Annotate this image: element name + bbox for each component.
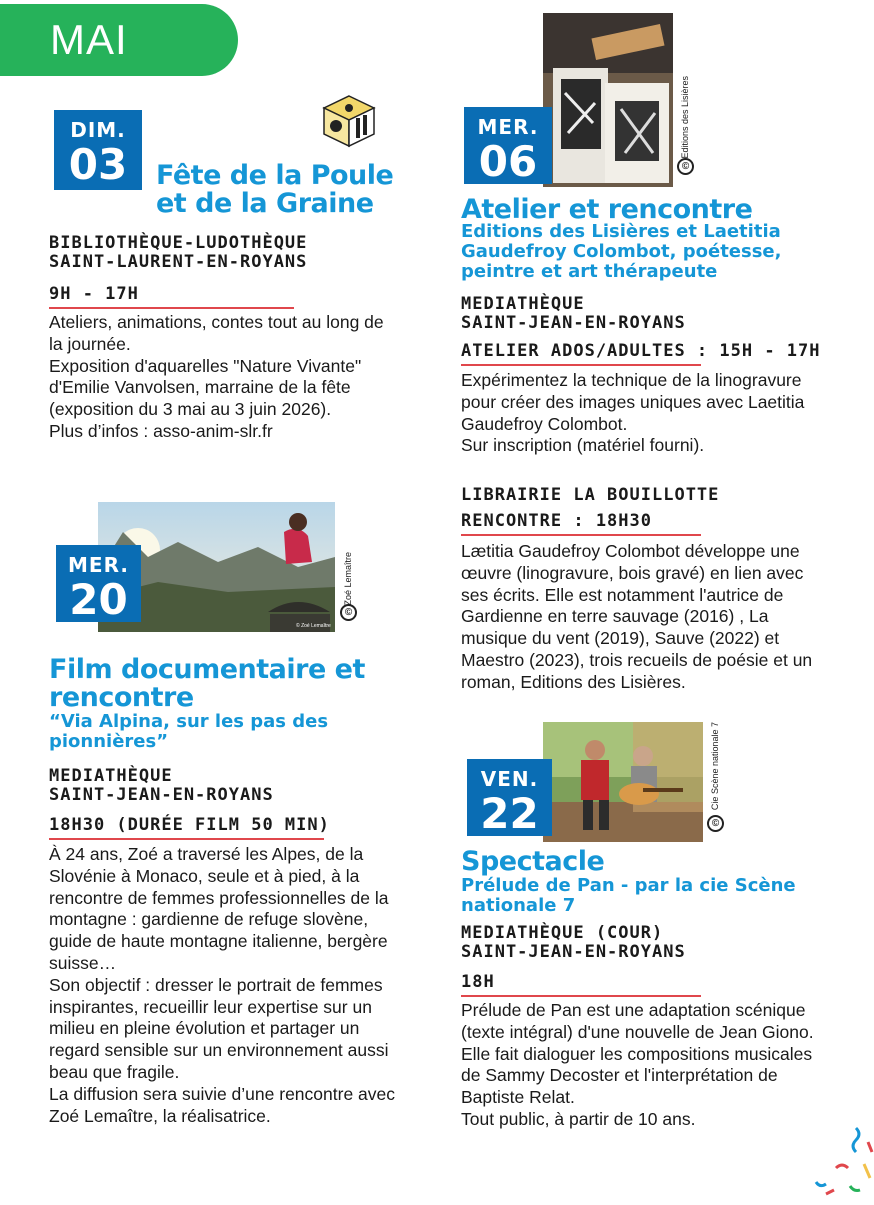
copyright-icon: © (707, 815, 724, 832)
day-of-week: DIM. (70, 118, 126, 142)
day-number: 22 (480, 789, 539, 838)
cube-logo-icon (318, 88, 380, 150)
event-time: ATELIER ADOS/ADULTES : 15H - 17H (461, 341, 701, 366)
day-of-week: MER. (477, 115, 539, 139)
event-venue: BIBLIOTHÈQUE-LUDOTHÈQUE SAINT-LAURENT-EN-ROYANS (49, 233, 308, 272)
association-logo (318, 88, 380, 150)
event-venue: MEDIATHÈQUE (COUR) SAINT-JEAN-EN-ROYANS (461, 923, 686, 962)
event-title: Fête de la Poule et de la Graine (156, 160, 394, 219)
date-badge-20 (56, 545, 141, 622)
photo-credit: Editions des Lisières (680, 76, 690, 159)
event-title: Film documentaire et rencontre (49, 654, 365, 713)
event-time: 9H - 17H (49, 284, 294, 309)
linocut-photo-image (543, 13, 673, 187)
event-subtitle: Editions des Lisières et Laetitia Gaudefroy Colombot, poétesse, peintre et art thérapeute (461, 221, 782, 282)
day-of-week: VEN. (480, 767, 539, 791)
event-subtitle: “Via Alpina, sur les pas des pionnières” (49, 711, 329, 752)
day-of-week: MER. (68, 553, 129, 577)
day-number: 06 (478, 137, 538, 186)
month-tab (0, 4, 238, 76)
event-venue-2: LIBRAIRIE LA BOUILLOTTE (461, 485, 720, 505)
event-description: Ateliers, animations, contes tout au long de la journée. Exposition d'aquarelles "Nature Vivante" d'Emilie Vanvolsen, marraine de la fête (exposition du 3 mai au 3 juin 2026). Plus d’infos : asso-anim-slr.fr (49, 312, 384, 441)
photo-credit: Cie Scène nationale 7 (710, 722, 720, 811)
copyright-icon: © (677, 158, 694, 175)
photo-credit: Zoé Lemaître (343, 552, 353, 606)
event-subtitle: Prélude de Pan - par la cie Scène nationale 7 (461, 875, 796, 916)
photo-inner-credit: © Zoé Lemaître (296, 623, 331, 629)
copyright-icon: © (340, 604, 357, 621)
event-description: À 24 ans, Zoé a traversé les Alpes, de la Slovénie à Monaco, seule et à pied, à la rencontre de femmes professionnelles de la montagne : gardienne de refuge slovène, guide de haute montagne italienne, bergère suisse… Son objectif : dresser le portrait de femmes inspirantes, recueillir leur expertise sur un milieu en pleine évolution et partager un regard sensible sur un environnement aussi beau que fragile. La diffusion sera suivie d’une rencontre avec Zoé Lemaître, la réalisatrice. (49, 844, 396, 1126)
event-venue: MEDIATHÈQUE SAINT-JEAN-EN-ROYANS (461, 294, 686, 333)
day-number: 20 (69, 575, 128, 624)
event-description: Prélude de Pan est une adaptation scénique (texte intégral) d'une nouvelle de Jean Giono. Elle fait dialoguer les compositions musicales de Sammy Decoster et l'interprétation de Baptiste Relat. Tout public, à partir de 10 ans. (461, 1000, 814, 1129)
event-venue: MEDIATHÈQUE SAINT-JEAN-EN-ROYANS (49, 766, 274, 805)
event-time: 18H (461, 972, 701, 997)
event-description: Expérimentez la technique de la linogravure pour créer des images uniques avec Laetitia Gaudefroy Colombot. Sur inscription (matériel fourni). (461, 370, 805, 456)
concert-photo-image (543, 722, 703, 842)
event-time-2: RENCONTRE : 18H30 (461, 511, 701, 536)
event-time: 18H30 (DURÉE FILM 50 MIN) (49, 815, 324, 840)
event-title: Atelier et rencontre (461, 194, 753, 225)
month-label: MAI (50, 16, 128, 63)
event-photo-concert (543, 722, 703, 842)
confetti-decoration (806, 1120, 874, 1200)
date-badge-03 (54, 110, 142, 190)
event-photo-linogravure (543, 13, 673, 187)
confetti-icon (806, 1120, 874, 1200)
event-title: Spectacle (461, 846, 605, 877)
date-badge-22 (467, 759, 552, 836)
date-badge-06 (464, 107, 552, 184)
event-description-2: Lætitia Gaudefroy Colombot développe une œuvre (linogravure, bois gravé) en lien avec ses écrits. Elle est notamment l'autrice de Gardienne en terre sauvage (2016) , La musique du vent (2019), Sauve (2022) et Maestro (2023), trois recueils de poésie et un roman, Editions des Lisières. (461, 541, 813, 692)
day-number: 03 (68, 140, 128, 189)
